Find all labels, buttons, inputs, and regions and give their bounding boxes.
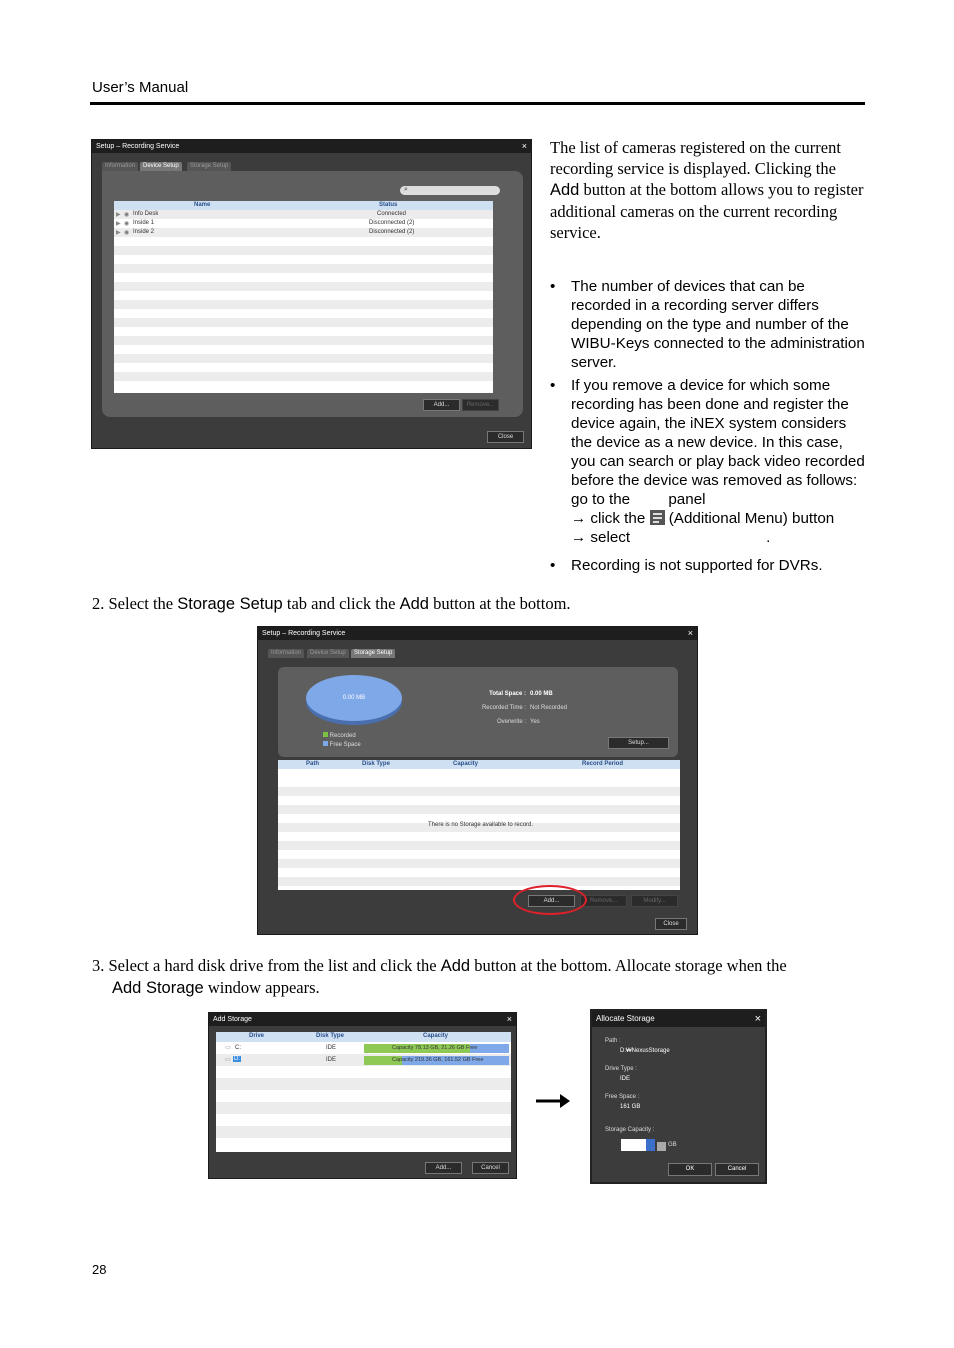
expand-icon[interactable]: ▶ xyxy=(116,230,121,236)
arrow-right-icon xyxy=(536,1093,570,1109)
step-number: 3. xyxy=(92,956,105,975)
drive-type-value: IDE xyxy=(620,1076,631,1082)
bullet-text-part: panel xyxy=(668,491,706,508)
bullet-text-part: If you remove a device for which some recording has been done and register the device again, the iNEX system considers the device as a new device. In this case, you can search or play back video recorded before the device was removed as follows: go to the xyxy=(571,377,865,508)
legend-label: Free Space xyxy=(329,742,361,748)
remove-button[interactable]: Remove... xyxy=(462,399,499,411)
capacity-bar xyxy=(364,1044,509,1053)
drive-letter: D: xyxy=(234,1056,240,1062)
step-ui-term: Add Storage xyxy=(112,979,204,997)
remove-button[interactable]: Remove... xyxy=(580,895,627,907)
tab-information[interactable]: Information xyxy=(102,162,138,171)
storage-pie-top xyxy=(306,675,402,721)
drive-letter: C: xyxy=(235,1045,241,1051)
add-button[interactable]: Add... xyxy=(528,895,575,907)
device-table xyxy=(114,201,493,393)
storage-table-body xyxy=(278,769,680,890)
legend-recorded xyxy=(323,732,356,739)
column-status[interactable]: Status xyxy=(379,202,398,208)
device-table-header xyxy=(114,201,493,210)
add-button[interactable]: Add... xyxy=(425,1162,462,1174)
additional-menu-icon xyxy=(650,510,665,525)
drive-type-label: Drive Type : xyxy=(605,1066,637,1072)
tab-storage-setup[interactable]: Storage Setup xyxy=(187,162,231,171)
bullet-dot: • xyxy=(550,557,556,574)
disk-type: IDE xyxy=(326,1045,337,1051)
drive-icon: ▭ xyxy=(225,1045,231,1051)
dialog-title: Setup – Recording Service xyxy=(92,140,531,153)
bullet-item xyxy=(550,376,868,556)
step-text: Select a hard disk drive from the list and click the xyxy=(108,956,441,975)
step-ui-term: Add xyxy=(399,595,429,613)
total-space-label: Total Space : xyxy=(489,691,526,697)
table-row[interactable] xyxy=(116,220,486,229)
tab-device-setup[interactable]: Device Setup xyxy=(307,649,349,658)
camera-icon: ◉ xyxy=(124,221,130,227)
bullet-item xyxy=(550,556,868,576)
storage-capacity-input[interactable] xyxy=(621,1139,655,1151)
bullet-text: Recording is not supported for DVRs. xyxy=(571,557,823,574)
disk-type: IDE xyxy=(326,1057,337,1063)
close-button[interactable]: Close xyxy=(655,918,687,930)
bullet-text xyxy=(571,376,867,547)
pie-label: 0.00 MB xyxy=(342,695,366,701)
overwrite-label: Overwrite : xyxy=(496,719,526,725)
expand-icon[interactable]: ▶ xyxy=(116,212,121,218)
close-icon[interactable]: × xyxy=(521,141,527,151)
bullet-text-part: → select xyxy=(571,529,631,546)
add-storage-dialog xyxy=(208,1012,517,1179)
step-text: tab and click the xyxy=(282,594,400,613)
total-space-value: 0.00 MB xyxy=(530,691,553,697)
column-record-period[interactable]: Record Period xyxy=(582,761,624,767)
path-label: Path : xyxy=(605,1038,621,1044)
table-row[interactable] xyxy=(216,1043,511,1055)
close-icon[interactable]: × xyxy=(754,1013,761,1025)
step-3-line-2 xyxy=(112,977,867,999)
legend-swatch xyxy=(323,732,328,737)
step-ui-term: Storage Setup xyxy=(177,595,283,613)
dialog-title: Setup – Recording Service xyxy=(258,627,697,640)
page-header: User’s Manual xyxy=(92,79,189,96)
recorded-time-value: Not Recorded xyxy=(530,705,568,711)
step-3 xyxy=(92,955,867,977)
column-disk-type[interactable]: Disk Type xyxy=(316,1033,344,1039)
expand-icon[interactable]: ▶ xyxy=(116,221,121,227)
setup-button[interactable]: Setup... xyxy=(608,737,669,749)
legend-swatch xyxy=(323,741,328,746)
free-space-label: Free Space : xyxy=(605,1094,640,1100)
legend-label: Recorded xyxy=(329,733,356,739)
device-status: Disconnected (2) xyxy=(369,220,415,226)
bullet-text-part: (Additional Menu) button xyxy=(668,510,835,527)
capacity-text: Capacity 219.36 GB, 161.52 GB Free xyxy=(392,1057,484,1063)
close-icon[interactable]: × xyxy=(687,628,693,638)
table-row[interactable] xyxy=(216,1055,511,1067)
dialog-title: Allocate Storage xyxy=(592,1011,765,1027)
header-rule xyxy=(90,102,865,105)
empty-message: There is no Storage available to record. xyxy=(428,822,534,828)
step-number: 2. xyxy=(92,594,105,613)
column-drive[interactable]: Drive xyxy=(249,1033,265,1039)
storage-summary-panel xyxy=(278,667,678,757)
table-row[interactable] xyxy=(116,211,486,220)
drive-table xyxy=(216,1032,511,1152)
overwrite-value: Yes xyxy=(530,719,540,725)
intro-paragraph xyxy=(550,137,868,243)
tab-storage-setup[interactable]: Storage Setup xyxy=(351,649,395,658)
bullet-dot: • xyxy=(550,278,556,295)
column-name[interactable]: Name xyxy=(194,202,211,208)
bullet-text-part: → click the xyxy=(571,510,646,527)
legend-free xyxy=(323,741,361,748)
bullet-dot: • xyxy=(550,377,556,394)
camera-icon: ◉ xyxy=(124,230,130,236)
camera-icon: ◉ xyxy=(124,212,130,218)
allocate-storage-dialog xyxy=(590,1009,767,1184)
capacity-bar xyxy=(364,1056,509,1065)
bullet-item xyxy=(550,277,868,372)
device-name: Inside 1 xyxy=(133,220,155,226)
cancel-button[interactable]: Cancel xyxy=(715,1163,759,1176)
storage-capacity-label: Storage Capacity : xyxy=(605,1127,655,1133)
intro-text-1: The list of cameras registered on the current recording service is displayed. Clicking the xyxy=(550,138,841,178)
step-text: Select the xyxy=(108,594,178,613)
step-2 xyxy=(92,593,867,615)
step-text: button at the bottom. Allocate storage when the xyxy=(470,956,787,975)
device-name: Info Desk xyxy=(133,211,159,217)
path-value: D:₩NexusStorage xyxy=(620,1048,670,1054)
step-ui-term: Add xyxy=(440,957,471,975)
capacity-unit: GB xyxy=(668,1142,677,1148)
intro-text-2: button at the bottom allows you to register additional cameras on the current recording service. xyxy=(550,180,864,242)
page-number: 28 xyxy=(92,1262,107,1277)
stepper-arrows-icon[interactable] xyxy=(657,1142,666,1151)
storage-setup-dialog xyxy=(257,626,698,935)
intro-add-word: Add xyxy=(550,181,580,199)
column-disk-type[interactable]: Disk Type xyxy=(362,761,390,767)
close-icon[interactable]: × xyxy=(506,1014,512,1024)
device-status: Disconnected (2) xyxy=(369,229,415,235)
device-status: Connected xyxy=(377,211,407,217)
column-capacity[interactable]: Capacity xyxy=(423,1033,449,1039)
device-name: Inside 2 xyxy=(133,229,155,235)
storage-table xyxy=(278,760,680,890)
capacity-text: Capacity 78.13 GB, 21.26 GB Free xyxy=(392,1045,478,1051)
tab-device-setup[interactable]: Device Setup xyxy=(140,162,182,171)
modify-button[interactable]: Modify... xyxy=(631,895,678,907)
device-panel xyxy=(102,171,523,417)
device-setup-dialog xyxy=(91,139,532,449)
bullet-text: The number of devices that can be recorded in a recording server differs depending on the type and number of the WIBU-Keys connected to the administration server. xyxy=(571,278,865,371)
highlight-circle xyxy=(513,885,587,915)
search-input[interactable] xyxy=(400,186,500,195)
tab-information[interactable]: Information xyxy=(268,649,304,658)
dialog-title: Add Storage xyxy=(209,1013,516,1026)
cancel-button[interactable]: Cancel xyxy=(472,1162,509,1174)
drive-table-header xyxy=(216,1032,511,1042)
bullet-text-part: . xyxy=(766,529,771,546)
column-path[interactable]: Path xyxy=(306,761,320,767)
close-button[interactable]: Close xyxy=(487,431,524,443)
free-space-value: 161 GB xyxy=(620,1104,641,1110)
stepper-icon[interactable] xyxy=(646,1139,655,1151)
recorded-time-label: Recorded Time : xyxy=(481,705,526,711)
column-capacity[interactable]: Capacity xyxy=(453,761,479,767)
search-icon: ⌕ xyxy=(404,186,408,193)
step-text: button at the bottom. xyxy=(428,594,571,613)
storage-table-header xyxy=(278,760,680,769)
table-row[interactable] xyxy=(116,229,486,238)
add-button[interactable]: Add... xyxy=(423,399,460,411)
step-text: window appears. xyxy=(203,978,320,997)
drive-icon: ▭ xyxy=(225,1057,231,1063)
ok-button[interactable]: OK xyxy=(668,1163,712,1176)
